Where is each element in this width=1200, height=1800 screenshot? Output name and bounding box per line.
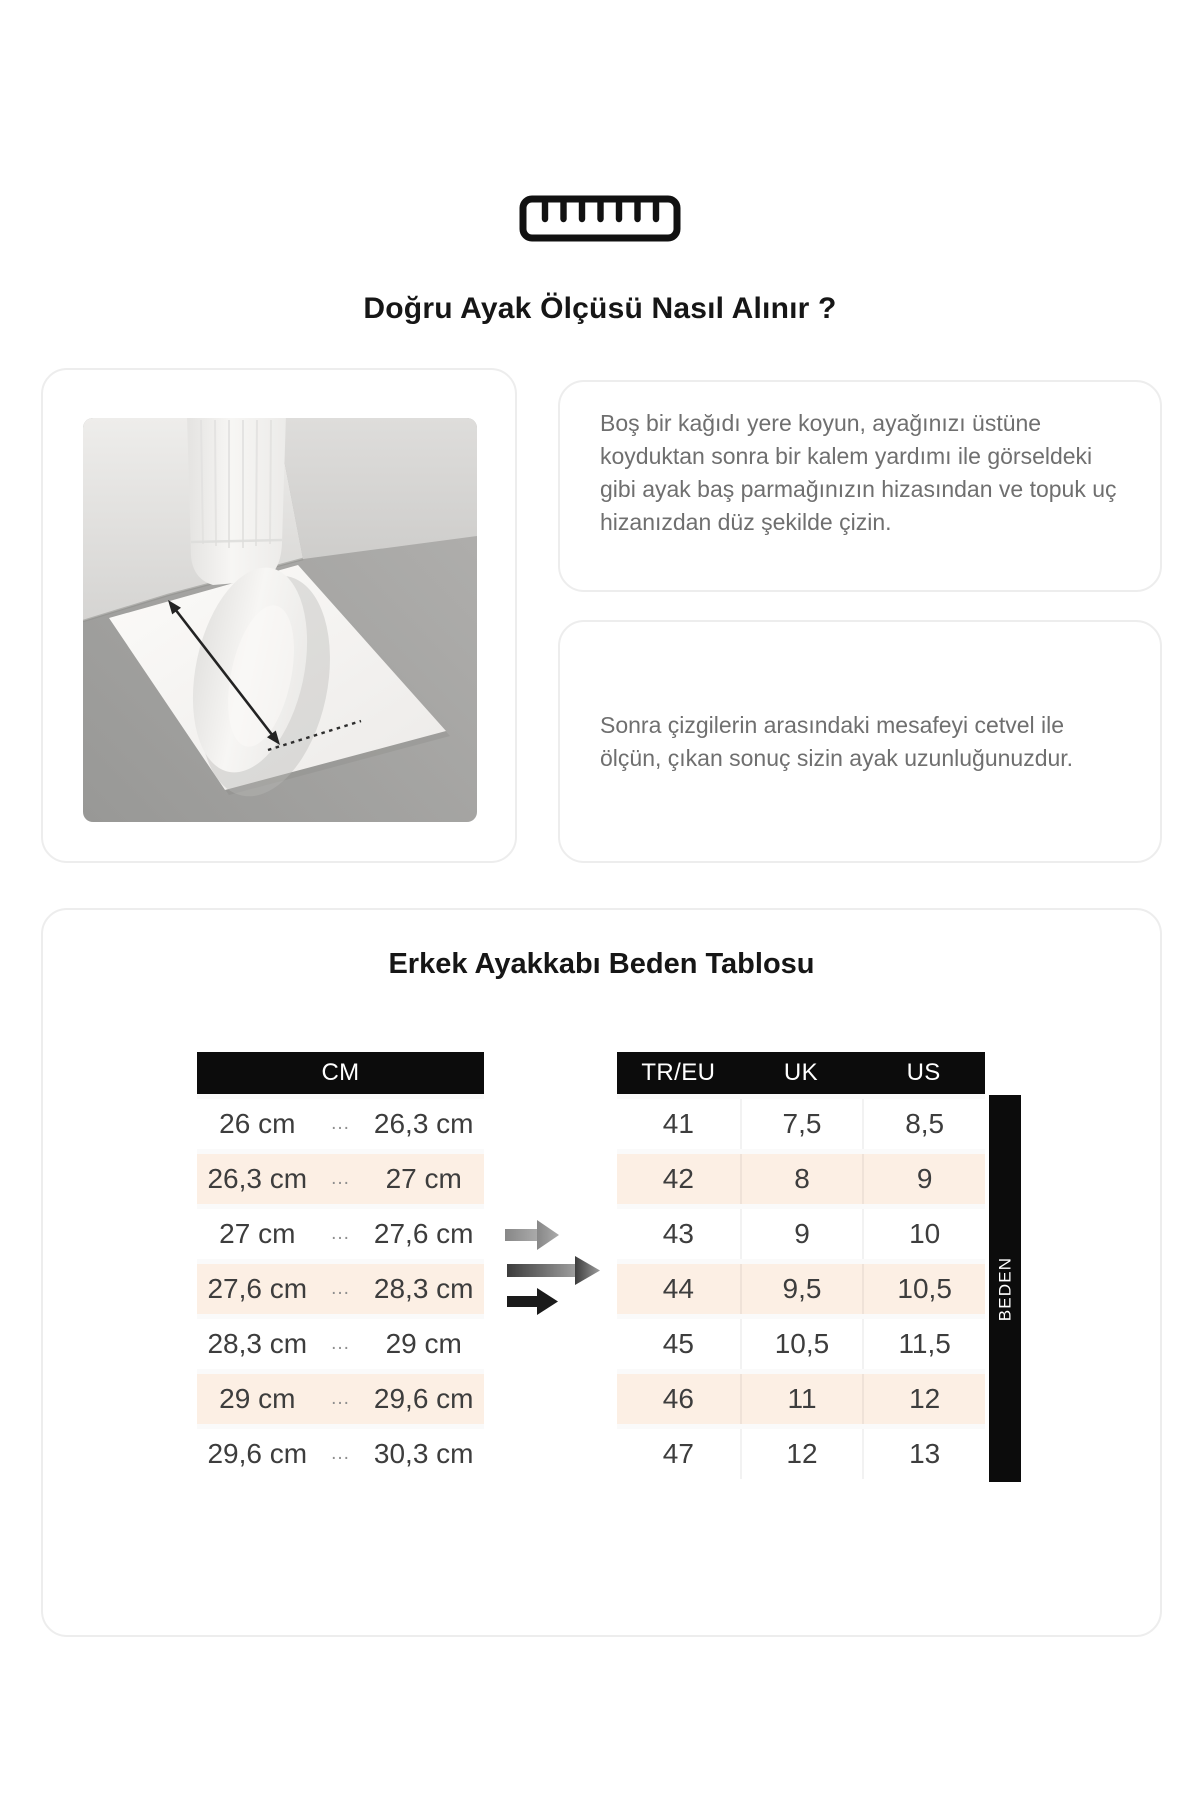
instruction-card-2	[558, 620, 1162, 863]
foot-measurement-photo	[83, 418, 477, 822]
cm-max: 27 cm	[385, 1163, 462, 1194]
us-size: 12	[862, 1374, 985, 1424]
cm-min: 29 cm	[219, 1383, 296, 1414]
tr-eu-size: 45	[662, 1328, 694, 1359]
uk-size: 7,5	[740, 1099, 863, 1149]
beden-label: BEDEN	[995, 1256, 1015, 1321]
cm-table-row	[197, 1374, 484, 1424]
cm-min: 26,3 cm	[207, 1163, 308, 1194]
cm-table-row	[197, 1319, 484, 1369]
size-table-row	[617, 1154, 985, 1204]
tr-eu-size: 41	[662, 1108, 694, 1139]
cm-max: 29,6 cm	[373, 1383, 474, 1414]
instruction-step-1: Boş bir kağıdı yere koyun, ayağınızı üstüne koyduktan sonra bir kalem yardımı ile görseldeki gibi ayak baş parmağınızın hizasından ve topuk uç hizanızdan düz şekilde çizin.	[600, 410, 1117, 535]
cm-table-row	[197, 1429, 484, 1479]
uk-size: 8	[740, 1154, 863, 1204]
tr-eu-size: 43	[662, 1218, 694, 1249]
uk-size: 12	[740, 1429, 863, 1479]
size-table-row	[617, 1099, 985, 1149]
ruler-icon	[518, 194, 682, 244]
cm-min: 29,6 cm	[207, 1438, 308, 1469]
measurement-photo-card	[41, 368, 517, 863]
header-uk: UK	[783, 1059, 819, 1086]
cm-table-row	[197, 1264, 484, 1314]
cm-header-label: CM	[321, 1059, 360, 1086]
range-dots: ...	[331, 1443, 350, 1464]
size-chart-title: Erkek Ayakkabı Beden Tablosu	[388, 948, 815, 980]
cm-min: 27,6 cm	[207, 1273, 308, 1304]
range-dots: ...	[331, 1223, 350, 1244]
size-conversion-table	[617, 1052, 985, 1479]
tr-eu-size: 42	[662, 1163, 694, 1194]
range-dots: ...	[331, 1333, 350, 1354]
cm-table-row	[197, 1154, 484, 1204]
uk-size: 10,5	[740, 1319, 863, 1369]
instruction-step-2: Sonra çizgilerin arasındaki mesafeyi cetvel ile ölçün, çıkan sonuç sizin ayak uzunluğunuzdur.	[600, 711, 1074, 771]
cm-table-header	[197, 1052, 484, 1094]
uk-size: 11	[740, 1374, 863, 1424]
range-dots: ...	[331, 1168, 350, 1189]
size-table-row	[617, 1374, 985, 1424]
us-size: 11,5	[862, 1319, 985, 1369]
header-us: US	[906, 1059, 941, 1086]
us-size: 9	[862, 1154, 985, 1204]
uk-size: 9,5	[740, 1264, 863, 1314]
range-dots: ...	[331, 1278, 350, 1299]
cm-max: 26,3 cm	[373, 1108, 474, 1139]
cm-min: 28,3 cm	[207, 1328, 308, 1359]
cm-min: 27 cm	[219, 1218, 296, 1249]
tr-eu-size: 47	[662, 1438, 694, 1469]
instruction-card-1	[558, 380, 1162, 592]
page-title: Doğru Ayak Ölçüsü Nasıl Alınır ?	[363, 292, 837, 325]
cm-max: 28,3 cm	[373, 1273, 474, 1304]
cm-table-row	[197, 1209, 484, 1259]
size-table-row	[617, 1429, 985, 1479]
header-tr-eu: TR/EU	[641, 1059, 716, 1086]
size-table-row	[617, 1319, 985, 1369]
cm-max: 27,6 cm	[373, 1218, 474, 1249]
us-size: 13	[862, 1429, 985, 1479]
beden-vertical-bar	[989, 1095, 1021, 1482]
range-dots: ...	[331, 1388, 350, 1409]
size-table-row	[617, 1209, 985, 1259]
range-dots: ...	[331, 1113, 350, 1134]
cm-table-row	[197, 1099, 484, 1149]
us-size: 8,5	[862, 1099, 985, 1149]
cm-table	[197, 1052, 484, 1479]
uk-size: 9	[740, 1209, 863, 1259]
cm-min: 26 cm	[219, 1108, 296, 1139]
tr-eu-size: 44	[662, 1273, 694, 1304]
us-size: 10,5	[862, 1264, 985, 1314]
tr-eu-size: 46	[662, 1383, 694, 1414]
cm-max: 29 cm	[385, 1328, 462, 1359]
cm-max: 30,3 cm	[373, 1438, 474, 1469]
us-size: 10	[862, 1209, 985, 1259]
size-table-row	[617, 1264, 985, 1314]
size-table-header	[617, 1052, 985, 1094]
size-chart-card	[41, 908, 1162, 1637]
